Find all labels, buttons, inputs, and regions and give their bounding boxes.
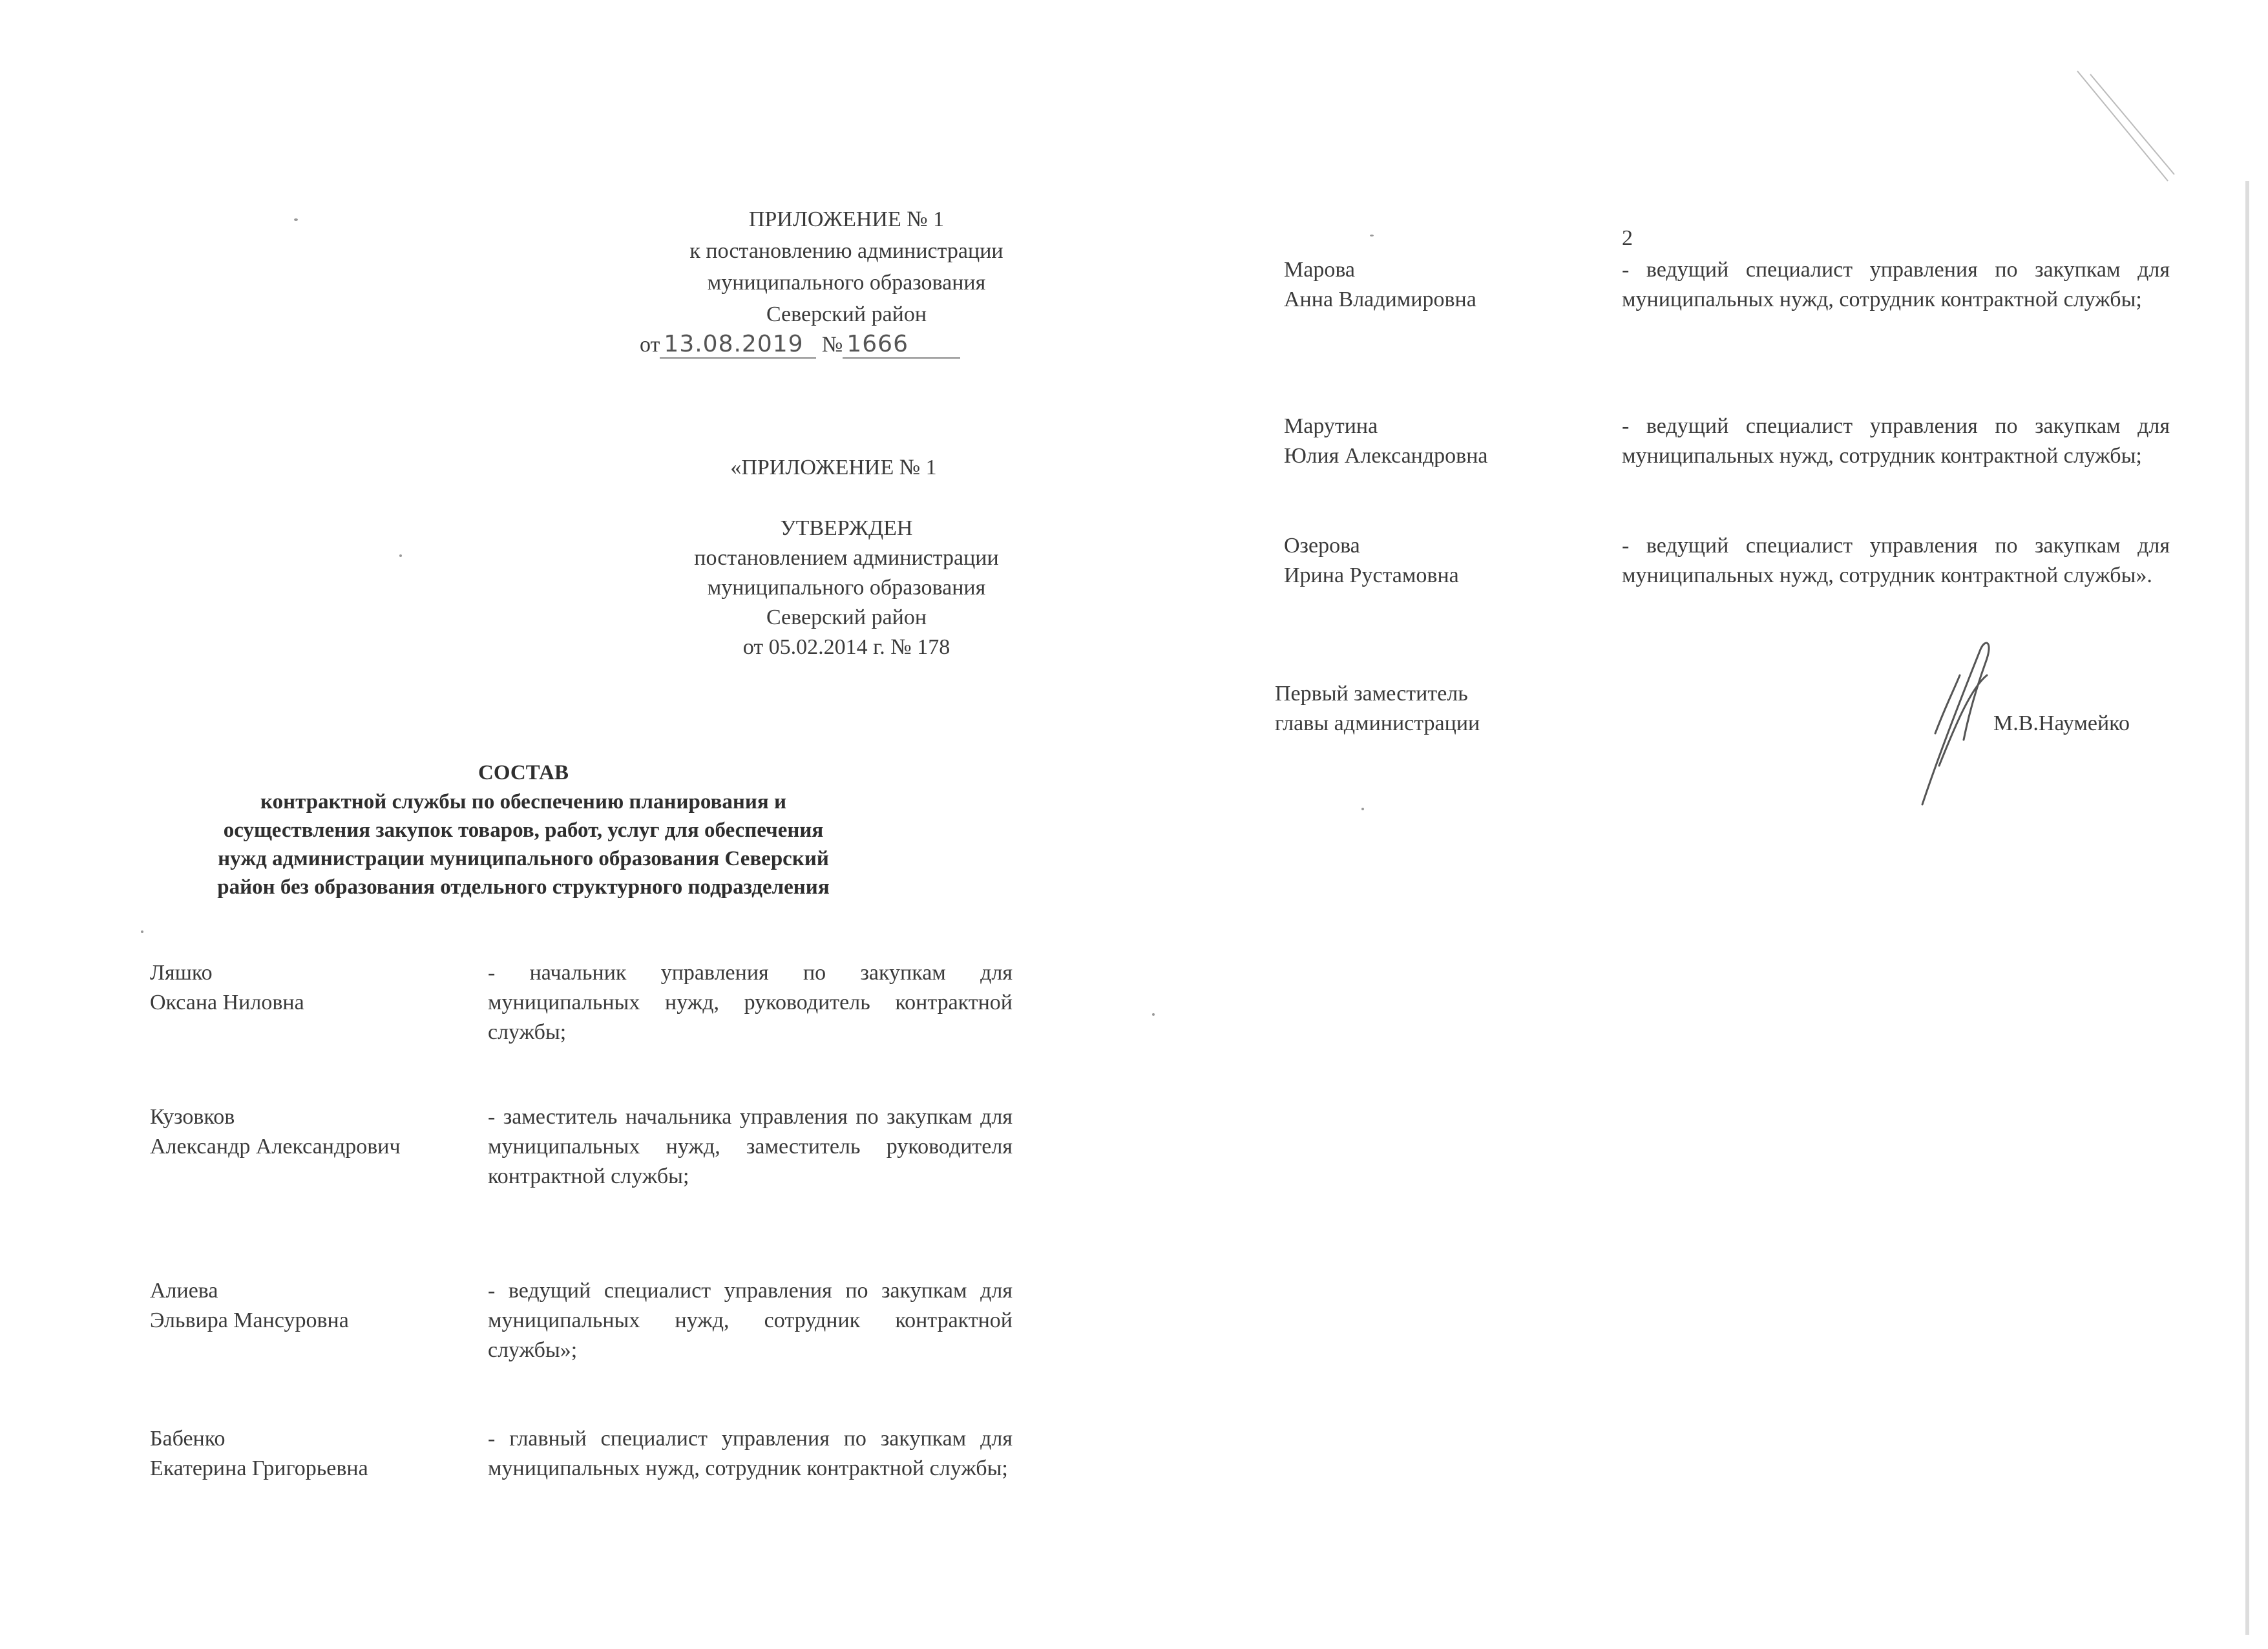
member-role: - заместитель начальника управления по закупкам для муниципальных нужд, заместитель руководителя контрактной службы; xyxy=(488,1105,1013,1188)
number-prefix: № xyxy=(821,333,843,357)
member-role: - начальник управления по закупкам для муниципальных нужд, руководитель контрактной службы; xyxy=(488,961,1013,1044)
member-surname: Ляшко xyxy=(150,961,213,985)
appendix-heading: ПРИЛОЖЕНИЕ № 1 xyxy=(748,207,945,231)
resolution-date-line xyxy=(640,330,960,360)
approved-line: муниципального образования xyxy=(707,576,986,600)
member-surname: Марова xyxy=(1284,258,1356,282)
member-surname: Озерова xyxy=(1284,534,1360,558)
appendix-line: к постановлению администрации xyxy=(689,239,1003,263)
title-line: осуществления закупок товаров, работ, услуг для обеспечения xyxy=(223,819,824,842)
member-surname: Бабенко xyxy=(150,1427,226,1451)
appendix-line: муниципального образования xyxy=(707,271,986,295)
member-surname: Кузовков xyxy=(150,1105,235,1129)
member-role: - ведущий специалист управления по закупкам для муниципальных нужд, сотрудник контрактной службы; xyxy=(1622,258,2170,311)
scan-speck xyxy=(1152,1013,1155,1016)
member-role: - ведущий специалист управления по закупкам для муниципальных нужд, сотрудник контрактной службы». xyxy=(1622,534,2170,587)
approved-date: от 05.02.2014 г. № 178 xyxy=(742,635,950,659)
from-prefix: от xyxy=(640,333,660,357)
member-given-names: Ирина Рустамовна xyxy=(1284,563,1459,587)
member-surname: Марутина xyxy=(1284,414,1378,438)
signer-position: Первый заместитель xyxy=(1275,682,1468,706)
member-given-names: Екатерина Григорьевна xyxy=(150,1456,368,1480)
member-given-names: Анна Владимировна xyxy=(1284,288,1476,311)
signer-name: М.В.Наумейко xyxy=(1993,711,2130,735)
member-given-names: Юлия Александровна xyxy=(1284,444,1488,468)
member-surname: Алиева xyxy=(150,1279,218,1303)
handwritten-signature xyxy=(1909,636,2013,811)
scan-edge-mark xyxy=(2064,65,2194,194)
handwritten-number: 1666 xyxy=(843,331,960,359)
signer-position: главы администрации xyxy=(1275,711,1480,735)
member-role: - ведущий специалист управления по закупкам для муниципальных нужд, сотрудник контрактной службы; xyxy=(1622,414,2170,468)
scan-speck xyxy=(294,218,298,221)
document-title: СОСТАВ xyxy=(478,761,569,784)
scan-speck xyxy=(1361,808,1364,810)
member-given-names: Эльвира Мансуровна xyxy=(150,1308,349,1332)
appendix-line: Северский район xyxy=(766,302,927,326)
title-line: нужд администрации муниципального образования Северский xyxy=(218,847,829,870)
approved-line: Северский район xyxy=(766,605,927,629)
approved-appendix: «ПРИЛОЖЕНИЕ № 1 xyxy=(730,456,937,479)
title-line: район без образования отдельного структурного подразделения xyxy=(217,876,830,899)
scan-edge-line xyxy=(2245,181,2249,1635)
member-given-names: Оксана Ниловна xyxy=(150,991,304,1014)
approved-heading: УТВЕРЖДЕН xyxy=(780,516,913,540)
member-given-names: Александр Александрович xyxy=(150,1135,401,1159)
scan-speck xyxy=(1370,235,1374,236)
page-number: 2 xyxy=(1622,226,1633,250)
right-page xyxy=(1134,0,2268,1649)
approved-line: постановлением администрации xyxy=(694,546,999,570)
member-role: - ведущий специалист управления по закупкам для муниципальных нужд, сотрудник контрактной службы»; xyxy=(488,1279,1013,1362)
scan-speck xyxy=(141,930,143,933)
scan-speck xyxy=(399,554,402,557)
handwritten-date: 13.08.2019 xyxy=(660,331,816,359)
member-role: - главный специалист управления по закупкам для муниципальных нужд, сотрудник контрактной службы; xyxy=(488,1427,1013,1480)
title-line: контрактной службы по обеспечению планирования и xyxy=(260,790,786,814)
